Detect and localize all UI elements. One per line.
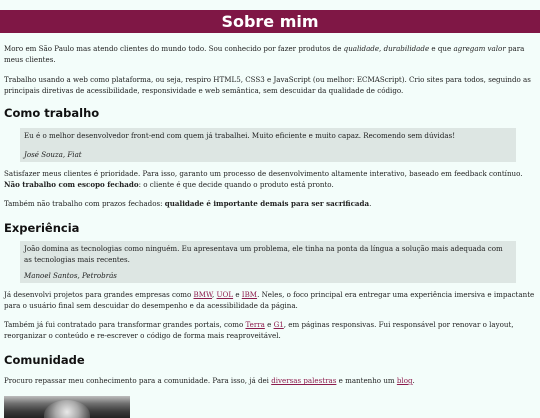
link-ibm[interactable]: IBM <box>241 290 258 299</box>
quote-author: Manoel Santos, Petrobrás <box>24 271 117 280</box>
community-paragraph: Procuro repassar meu conhecimento para a comunidade. Para isso, já dei diversas palestras e mantenho um blog. <box>4 376 415 385</box>
page-title: Sobre mim <box>0 10 540 33</box>
link-g1[interactable]: G1 <box>273 320 284 329</box>
work-paragraph-2: Também não trabalho com prazos fechados: qualidade é importante demais para ser sacrificada. <box>4 199 372 208</box>
intro-paragraph-1: Moro em São Paulo mas atendo clientes do mundo todo. Sou conhecido por fazer produtos de qualidade, durabilidade e que agregam valor para meus clientes. <box>4 44 525 64</box>
work-paragraph-1: Satisfazer meus clientes é prioridade. Para isso, garanto um processo de desenvolvimento altamente interativo, baseado em feedback contínuo. Não trabalho com escopo fechado: o cliente é que decide quando o produto está pronto. <box>4 169 523 189</box>
profile-photo <box>4 396 130 418</box>
profile-photo-face <box>44 400 90 418</box>
intro-paragraph-2: Trabalho usando a web como plataforma, ou seja, respiro HTML5, CSS3 e JavaScript (ou melhor: ECMAScript). Crio sites para todos, seguindo as principais diretivas de acessibilidade, responsividade e web semântica, sem descuidar da qualidade de código. <box>4 75 531 95</box>
content <box>0 43 540 386</box>
link-terra[interactable]: Terra <box>245 320 265 329</box>
link-bmw[interactable]: BMW <box>193 290 213 299</box>
link-palestras[interactable]: diversas palestras <box>271 376 337 385</box>
link-blog[interactable]: blog <box>396 376 413 385</box>
testimonial-quote-1 <box>20 128 516 162</box>
quote-text: João domina as tecnologias como ninguém. Eu apresentava um problema, ele tinha na ponta da língua a solução mais adequada com as tecnologias mais recentes. <box>24 244 503 264</box>
heading-comunidade: Comunidade <box>4 353 85 367</box>
experience-paragraph-1: Já desenvolvi projetos para grandes empresas como BMW, UOL e IBM. Neles, o foco principal era entregar uma experiência imersiva e impactante para o usuário final sem descuidar do desempenho e da acessibilidade da página. <box>4 290 535 310</box>
heading-experiencia: Experiência <box>4 221 80 235</box>
quote-text: Eu é o melhor desenvolvedor front-end com quem já trabalhei. Muito eficiente e muito capaz. Recomendo sem dúvidas! <box>24 131 456 140</box>
quote-author: José Souza, Fiat <box>24 150 82 159</box>
testimonial-quote-2 <box>20 241 516 283</box>
link-uol[interactable]: UOL <box>216 290 234 299</box>
experience-paragraph-2: Também já fui contratado para transformar grandes portais, como Terra e G1, em páginas responsivas. Fui responsável por renovar o layout, reorganizar o conteúdo e re-escrever o código de forma mais reaproveitável. <box>4 320 514 340</box>
heading-como-trabalho: Como trabalho <box>4 106 100 120</box>
